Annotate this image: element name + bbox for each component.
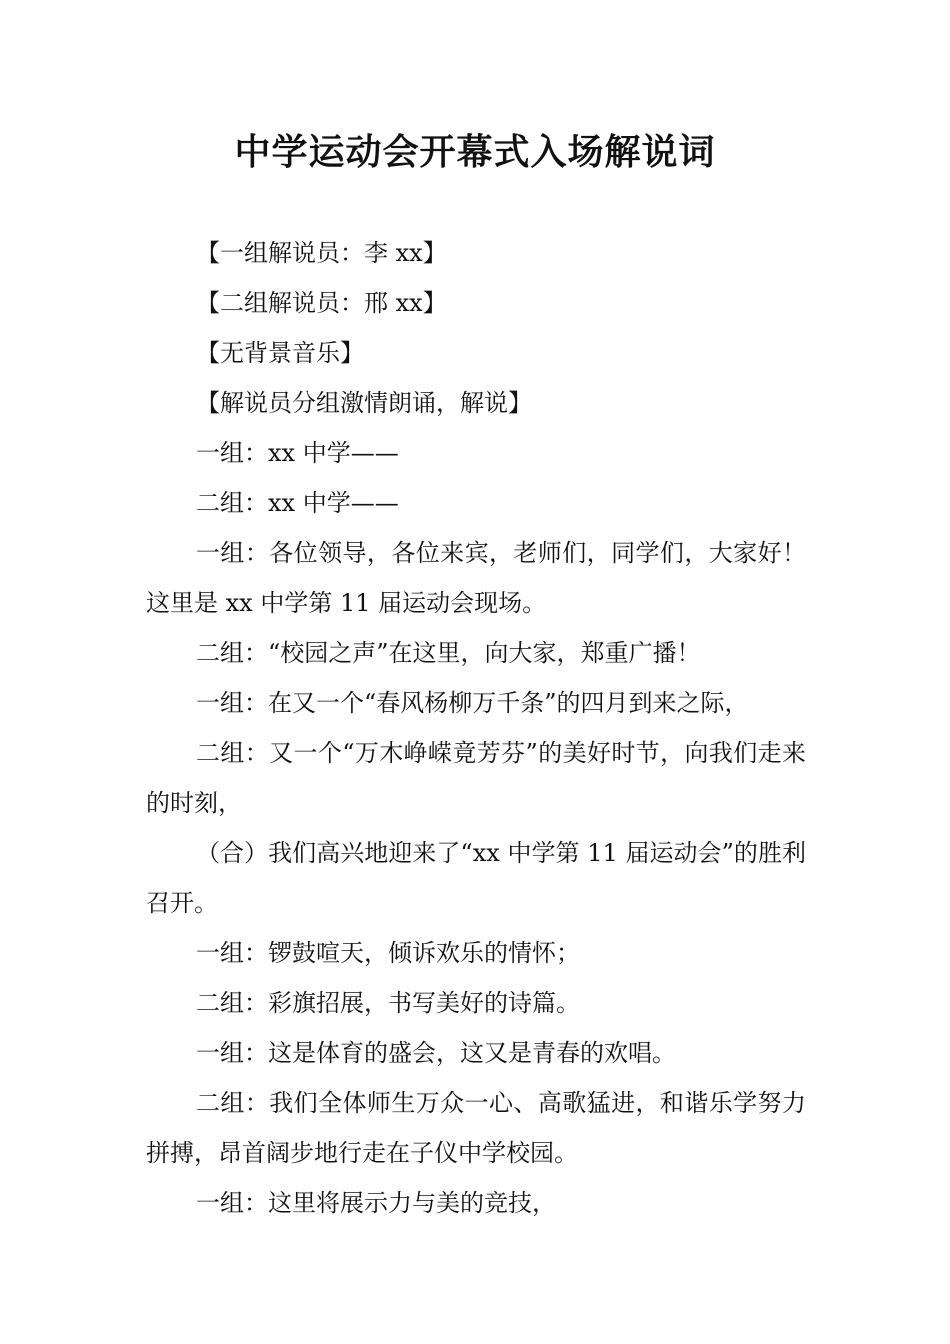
paragraph-line: 二组：“校园之声”在这里，向大家，郑重广播！ [196,639,701,667]
paragraph-line: 一组：这里将展示力与美的竞技， [196,1189,556,1217]
paragraph-announcer-group-1: 【一组解说员：李 xx】 [196,239,447,267]
paragraph-no-music-note: 【无背景音乐】 [196,339,364,367]
paragraph-line: 一组：这是体育的盛会，这又是青春的欢唱。 [196,1039,676,1067]
paragraph-line: 一组：xx 中学—— [196,439,399,467]
paragraph-line: （合）我们高兴地迎来了“xx 中学第 11 届运动会”的胜利召开。 [146,839,806,917]
paragraph-line: 二组：又一个“万木峥嵘竟芳芬”的美好时节，向我们走来的时刻， [146,739,806,817]
document-title: 中学运动会开幕式入场解说词 [234,131,716,173]
paragraph-announcer-group-2: 【二组解说员：邢 xx】 [196,289,447,317]
paragraph-line: 二组：彩旗招展，书写美好的诗篇。 [196,989,580,1017]
paragraph-line: 二组：xx 中学—— [196,489,399,517]
paragraph-recitation-note: 【解说员分组激情朗诵，解说】 [196,389,532,417]
paragraph-line: 二组：我们全体师生万众一心、高歌猛进，和谐乐学努力拼搏，昂首阔步地行走在子仪中学校园。 [146,1089,806,1167]
document-body [146,228,806,1228]
paragraph-line: 一组：锣鼓喧天，倾诉欢乐的情怀； [196,939,580,967]
paragraph-line: 一组：在又一个“春风杨柳万千条”的四月到来之际， [196,689,749,717]
paragraph-line: 一组：各位领导，各位来宾，老师们，同学们，大家好！这里是 xx 中学第 11 届运动会现场。 [146,539,806,617]
